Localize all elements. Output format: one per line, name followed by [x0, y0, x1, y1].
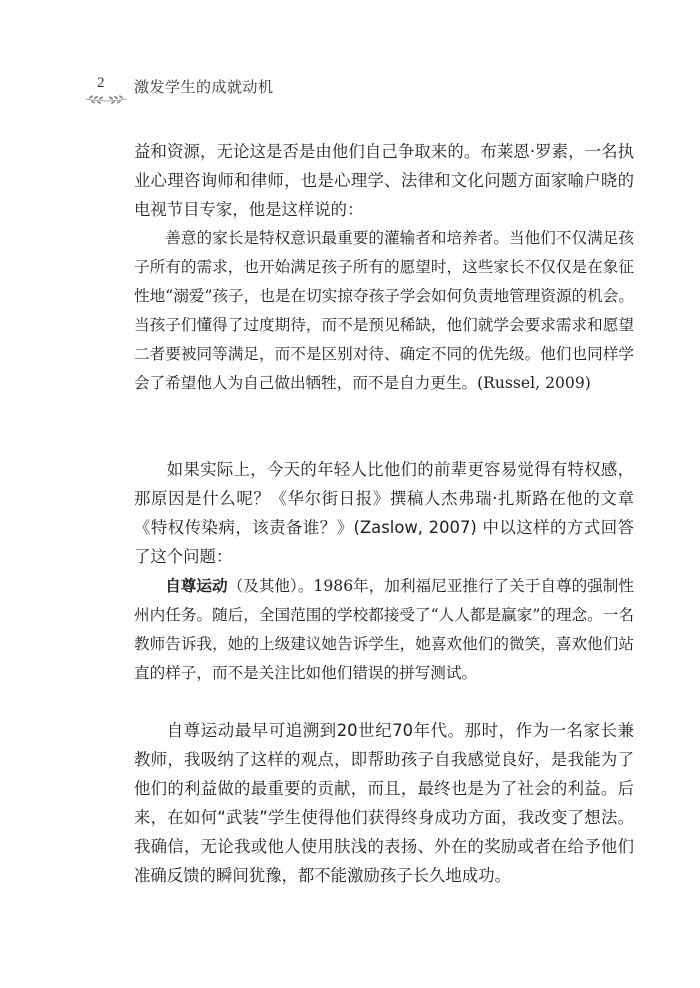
quote-text: （及其他）。1986年，加利福尼亚推行了关于自尊的强制性州内任务。随后，全国范围的学校都接受了“人人都是赢家”的理念。一名教师告诉我，她的上级建议她告诉学生，她喜欢他们的微笑，喜欢他们站直的样子，而不是关注比如他们错误的拼写测试。 [134, 577, 634, 682]
page-header [84, 72, 384, 112]
paragraph: 如果实际上，今天的年轻人比他们的前辈更容易觉得有特权感，那原因是什么呢？《华尔街日报》撰稿人杰弗瑞·扎斯路在他的文章《特权传染病，该责备谁？》(Zaslow, 2007) 中以这样的方式回答了这个问题： [134, 460, 634, 566]
paragraph: 自尊运动最早可追溯到20世纪70年代。那时，作为一名家长兼教师，我吸纳了这样的观点，即帮助孩子自我感觉良好，是我能为了他们的利益做的最重要的贡献，而且，最终也是为了社会的利益。后来，在如何“武装”学生使得他们获得终身成功方面，我改变了想法。我确信，无论我或他人使用肤浅的表扬、外在的奖励或者在给予他们准确反馈的瞬间犹豫，都不能激励孩子长久地成功。 [134, 721, 634, 885]
page-number: 2 [97, 75, 105, 91]
block-quote [134, 571, 634, 688]
running-title: 激发学生的成就动机 [134, 78, 274, 96]
paragraph: 益和资源，无论这是否是由他们自己争取来的。布莱恩·罗素，一名执业心理咨询师和律师，也是心理学、法律和文化问题方面家喻户晓的电视节目专家，他是这样说的： [134, 142, 634, 219]
laurel-ornament-icon [84, 92, 128, 106]
block-quote: 善意的家长是特权意识最重要的灌输者和培养者。当他们不仅满足孩子所有的需求，也开始满足孩子所有的愿望时，这些家长不仅仅是在象征性地“溺爱”孩子，也是在切实掠夺孩子学会如何负责地管理资源的机会。当孩子们懂得了过度期待，而不是预见稀缺，他们就学会要求需求和愿望二者要被同等满足，而不是区别对待、确定不同的优先级。他们也同样学会了希望他人为自己做出牺牲，而不是自力更生。(Russel, 2009) [134, 229, 634, 392]
quote-heading: 自尊运动 [165, 576, 228, 595]
